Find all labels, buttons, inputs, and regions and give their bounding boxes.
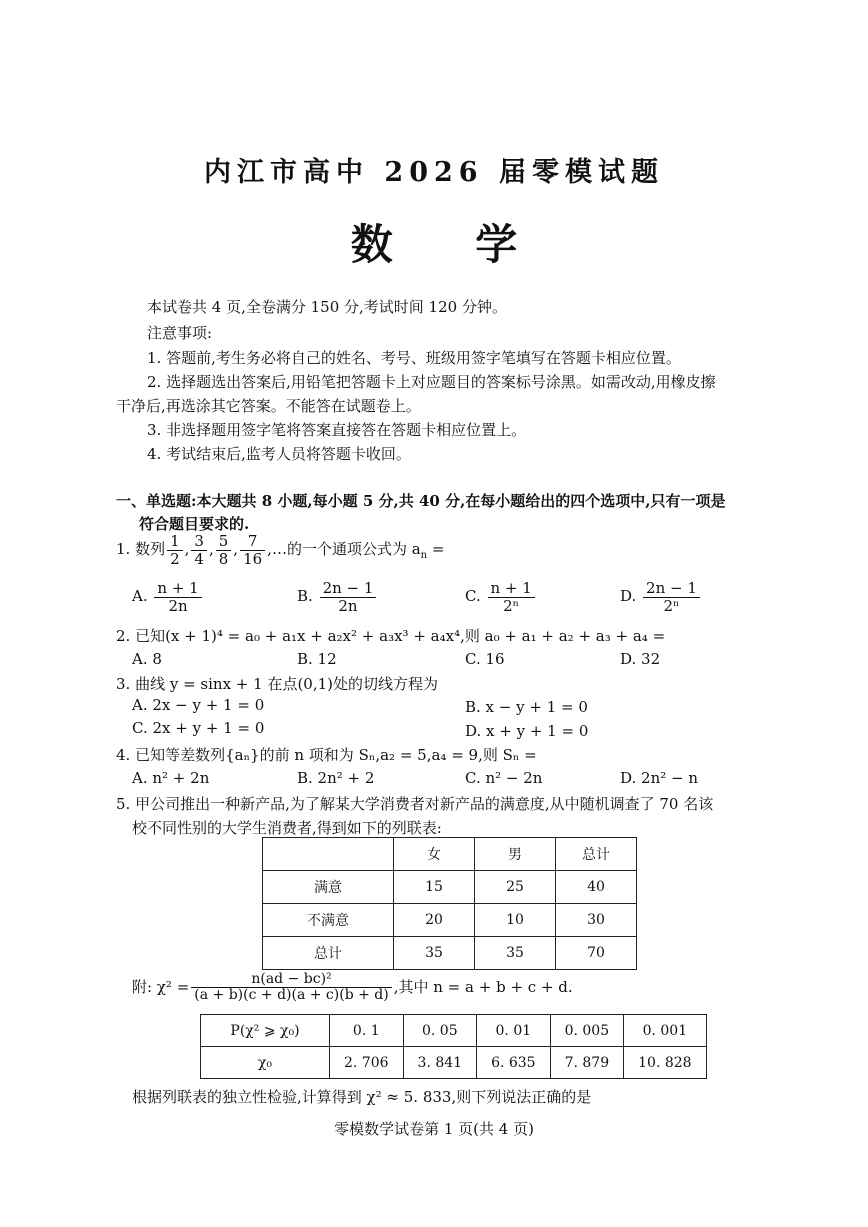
q1-option-d-label: D. xyxy=(620,587,637,605)
q1-option-d-num: 2n − 1 xyxy=(643,580,700,598)
q1-option-b-label: B. xyxy=(297,587,313,605)
table-cell: 10. 828 xyxy=(624,1047,706,1079)
question-1-stem: 1. 数列 $\frac{1}{2}$ , $\frac{3}{4}$ , $\frac{5}{8}$ , $\frac{7}{16}$ ,…的一个通项公式为 $a_n$ = xyxy=(116,532,445,568)
table-cell: 2. 706 xyxy=(330,1047,404,1079)
table-cell: 0. 001 xyxy=(624,1015,706,1047)
table-cell: χ₀ xyxy=(201,1047,330,1079)
question-5-line-1: 5. 甲公司推出一种新产品,为了解某大学消费者对新产品的满意度,从中随机调查了 70 名该 xyxy=(116,795,714,813)
section-heading-line-1: 一、单选题:本大题共 8 小题,每小题 5 分,共 40 分,在每小题给出的四个选项中,只有一项是 xyxy=(116,492,726,510)
q3-option-d: D. x + y + 1 = 0 xyxy=(465,722,589,740)
question-4-stem: 4. 已知等差数列{aₙ}的前 n 项和为 Sₙ,a₂ = 5,a₄ = 9,则 Sₙ = xyxy=(116,746,537,764)
table-cell: 不满意 xyxy=(263,904,394,937)
table-cell: 6. 635 xyxy=(477,1047,551,1079)
page-footer: 零模数学试卷第 1 页(共 4 页) xyxy=(334,1120,534,1138)
table-cell: 7. 879 xyxy=(550,1047,624,1079)
table-cell: 10 xyxy=(475,904,556,937)
table-header-cell xyxy=(263,838,394,871)
subject-title: 数 学 xyxy=(350,220,552,269)
note-4: 4. 考试结束后,监考人员将答题卡收回。 xyxy=(147,445,411,463)
q1-option-d xyxy=(620,580,702,614)
table-cell: 0. 005 xyxy=(550,1015,624,1047)
q4-option-c: C. n² − 2n xyxy=(465,769,543,787)
formula-numerator: n(ad − bc)² xyxy=(191,972,391,988)
table-row xyxy=(263,904,637,937)
table-row xyxy=(201,1047,707,1079)
table-cell: 3. 841 xyxy=(403,1047,477,1079)
table-row xyxy=(263,937,637,970)
q3-option-a: A. 2x − y + 1 = 0 xyxy=(132,696,265,714)
contingency-table xyxy=(262,837,637,970)
q1-option-a-num: n + 1 xyxy=(154,580,201,598)
q1-prefix: 1. 数列 xyxy=(116,540,166,558)
formula-fraction xyxy=(191,972,391,1004)
table-header-cell: 男 xyxy=(475,838,556,871)
table-cell: 30 xyxy=(556,904,637,937)
q1-fraction-4 xyxy=(240,533,265,567)
note-1: 1. 答题前,考生务必将自己的姓名、考号、班级用签字笔填写在答题卡相应位置。 xyxy=(147,349,681,367)
q1-option-d-den: 2ⁿ xyxy=(663,596,680,615)
q1-option-b-num: 2n − 1 xyxy=(320,580,377,598)
chi-square-formula xyxy=(132,972,573,1004)
table-cell: 25 xyxy=(475,871,556,904)
note-3: 3. 非选择题用签字笔将答案直接答在答题卡相应位置上。 xyxy=(147,421,527,439)
table-cell: 40 xyxy=(556,871,637,904)
formula-prefix: 附: χ² = xyxy=(132,977,190,996)
q1-fraction-1 xyxy=(167,533,183,567)
q1-fraction-2 xyxy=(191,533,207,567)
note-2-line-2: 干净后,再选涂其它答案。不能答在试题卷上。 xyxy=(116,397,421,415)
q1-option-c xyxy=(465,580,537,614)
q1-option-c-num: n + 1 xyxy=(488,580,535,598)
q1-fraction-1-den: 2 xyxy=(170,549,180,568)
section-heading-line-2: 符合题目要求的. xyxy=(139,515,250,533)
q4-option-d: D. 2n² − n xyxy=(620,769,699,787)
table-cell: 0. 1 xyxy=(330,1015,404,1047)
q3-option-c: C. 2x + y + 1 = 0 xyxy=(132,719,265,737)
q1-fraction-1-num: 1 xyxy=(167,533,183,551)
notes-heading: 注意事项: xyxy=(147,324,213,342)
q1-subscript: n xyxy=(420,550,428,561)
table-cell: 总计 xyxy=(263,937,394,970)
table-cell: P(χ² ⩾ χ₀) xyxy=(201,1015,330,1047)
table-header-cell: 女 xyxy=(394,838,475,871)
q1-suffix: ,…的一个通项公式为 a xyxy=(267,540,421,558)
q1-fraction-3 xyxy=(216,533,232,567)
note-2-line-1: 2. 选择题选出答案后,用铅笔把答题卡上对应题目的答案标号涂黑。如需改动,用橡皮擦 xyxy=(147,373,716,391)
q4-option-b: B. 2n² + 2 xyxy=(297,769,375,787)
question-2-stem: 2. 已知(x + 1)⁴ = a₀ + a₁x + a₂x² + a₃x³ + a₄x⁴,则 a₀ + a₁ + a₂ + a₃ + a₄ = xyxy=(116,627,666,645)
q1-option-b-den: 2n xyxy=(338,596,358,615)
q3-option-b: B. x − y + 1 = 0 xyxy=(465,698,588,716)
q2-option-a: A. 8 xyxy=(132,650,162,668)
table-cell: 0. 01 xyxy=(477,1015,551,1047)
table-cell: 20 xyxy=(394,904,475,937)
table-cell: 0. 05 xyxy=(403,1015,477,1047)
table-row xyxy=(263,871,637,904)
chi-square-critical-table xyxy=(200,1014,707,1079)
table-cell: 70 xyxy=(556,937,637,970)
table-cell: 35 xyxy=(475,937,556,970)
table-cell: 35 xyxy=(394,937,475,970)
exam-intro: 本试卷共 4 页,全卷满分 150 分,考试时间 120 分钟。 xyxy=(147,298,507,316)
q1-option-b xyxy=(297,580,378,614)
table-cell: 15 xyxy=(394,871,475,904)
q1-option-c-label: C. xyxy=(465,587,481,605)
q1-option-c-den: 2ⁿ xyxy=(503,596,520,615)
table-cell: 满意 xyxy=(263,871,394,904)
table-row xyxy=(263,838,637,871)
q1-fraction-2-num: 3 xyxy=(191,533,207,551)
q2-option-b: B. 12 xyxy=(297,650,337,668)
q1-equals: = xyxy=(427,540,445,558)
q4-option-a: A. n² + 2n xyxy=(132,769,210,787)
question-3-stem: 3. 曲线 y = sinx + 1 在点(0,1)处的切线方程为 xyxy=(116,675,439,693)
q2-option-d: D. 32 xyxy=(620,650,661,668)
table-header-cell: 总计 xyxy=(556,838,637,871)
q2-option-c: C. 16 xyxy=(465,650,505,668)
q1-fraction-3-den: 8 xyxy=(218,549,229,568)
question-5-last-line: 根据列联表的独立性检验,计算得到 χ² ≈ 5. 833,则下列说法正确的是 xyxy=(132,1088,592,1106)
table-row xyxy=(201,1015,707,1047)
q1-option-a xyxy=(132,580,204,614)
question-5-line-2: 校不同性别的大学生消费者,得到如下的列联表: xyxy=(132,819,442,837)
q1-option-a-den: 2n xyxy=(168,596,188,615)
q1-option-a-label: A. xyxy=(132,587,148,605)
exam-title: 内江市高中 2026 届零模试题 xyxy=(204,157,664,188)
formula-suffix: ,其中 n = a + b + c + d. xyxy=(393,977,573,996)
q1-fraction-4-num: 7 xyxy=(240,533,265,551)
formula-denominator: (a + b)(c + d)(a + c)(b + d) xyxy=(194,987,389,1004)
q1-fraction-3-num: 5 xyxy=(216,533,232,551)
q1-fraction-4-den: 16 xyxy=(243,549,263,568)
q1-fraction-2-den: 4 xyxy=(194,549,204,568)
